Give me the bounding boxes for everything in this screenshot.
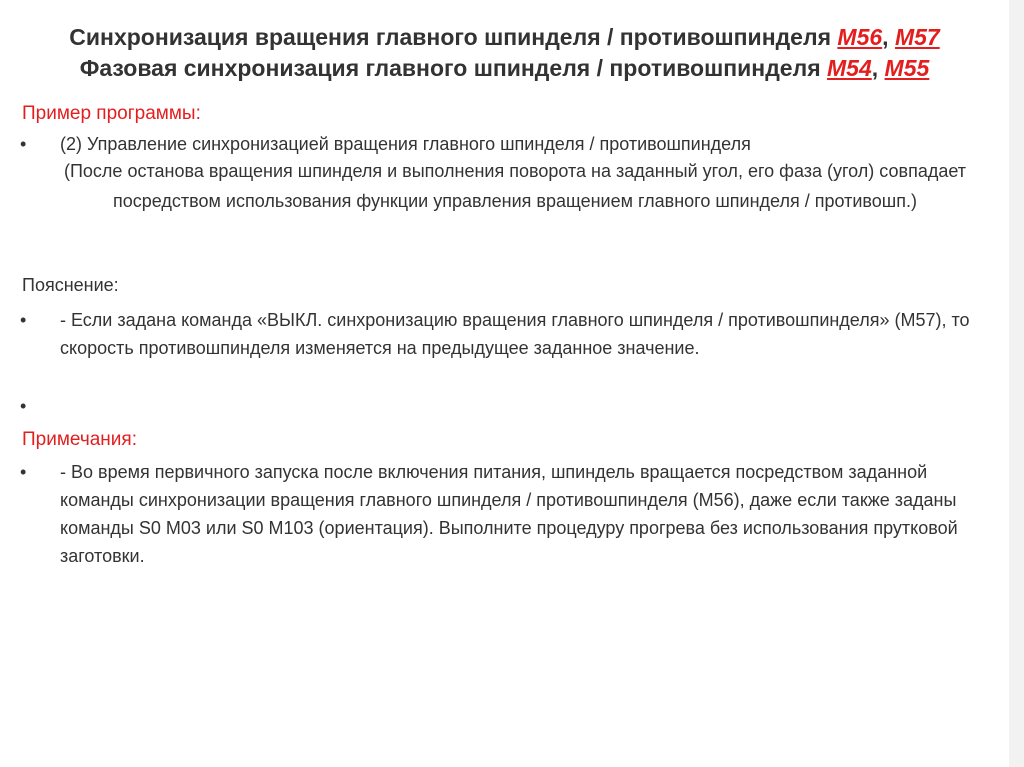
example-bullet: • bbox=[20, 134, 27, 154]
title-separator: , bbox=[871, 55, 885, 81]
title-separator: , bbox=[882, 24, 895, 50]
code-link-m57[interactable]: M57 bbox=[894, 24, 940, 50]
code-link-m56[interactable]: M56 bbox=[837, 24, 883, 50]
example-heading: Пример программы: bbox=[22, 103, 201, 124]
explanation-empty-bullet: • bbox=[20, 396, 27, 416]
example-item: (2) Управление синхронизацией вращения главного шпинделя / противошпинделя bbox=[60, 134, 751, 154]
notes-bullet: • bbox=[20, 462, 27, 482]
title-line-1 bbox=[0, 22, 1009, 53]
slide-edge bbox=[1009, 0, 1024, 767]
notes-item: - Во время первичного запуска после включения питания, шпиндель вращается посредством заданной команды синхронизации вращения главного шпинделя / противошпинделя (M56), даже если также заданы команды S0 M03 или S0 M103 (ориентация). Выполните процедуру прогрева без использования прутковой заготовки. bbox=[60, 462, 958, 566]
example-note: (После останова вращения шпинделя и выполнения поворота на заданный угол, его фаза (угол) совпадает посредством использования функции управления вращением главного шпинделя / противошп.) bbox=[63, 161, 966, 211]
explanation-item: - Если задана команда «ВЫКЛ. синхронизацию вращения главного шпинделя / противошпинделя» (M57), то скорость противошпинделя изменяется на предыдущее заданное значение. bbox=[60, 310, 970, 358]
explanation-heading: Пояснение: bbox=[22, 275, 119, 295]
explanation-bullet: • bbox=[20, 310, 27, 330]
code-link-m55[interactable]: M55 bbox=[884, 55, 930, 81]
slide-title bbox=[0, 22, 1009, 84]
title-line-2 bbox=[0, 53, 1009, 84]
title-line-2-text: Фазовая синхронизация главного шпинделя / противошпинделя bbox=[79, 55, 828, 81]
code-link-m54[interactable]: M54 bbox=[827, 55, 872, 81]
title-line-1-text: Синхронизация вращения главного шпинделя / противошпинделя bbox=[69, 24, 838, 50]
notes-heading: Примечания: bbox=[22, 429, 137, 450]
